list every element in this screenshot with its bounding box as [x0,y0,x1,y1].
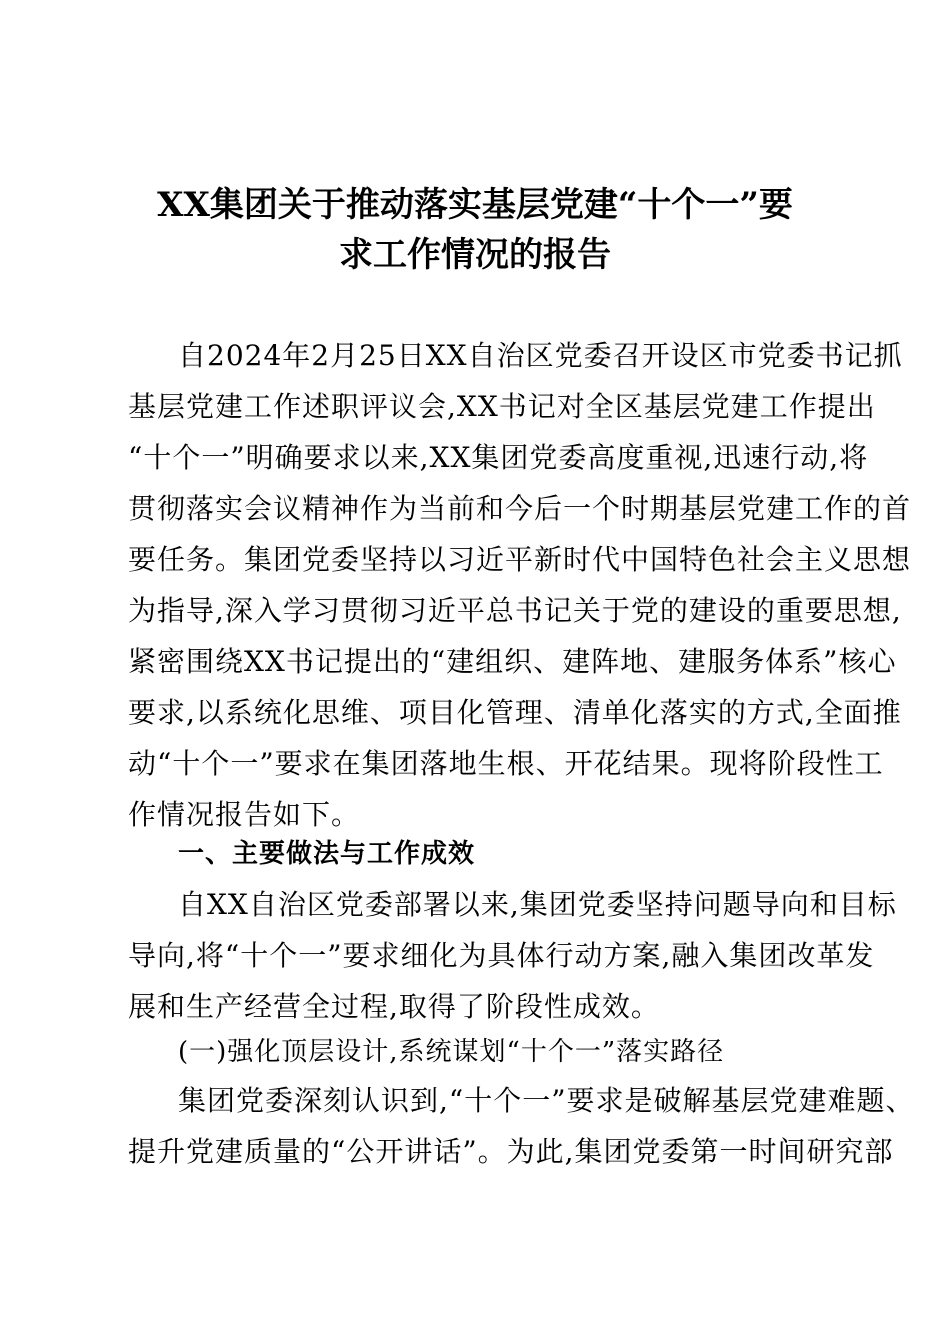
paragraph-1-line-7: 紧密围绕XX书记提出的“建组织、建阵地、建服务体系”核心 [128,645,897,678]
paragraph-1-line-1: 自2024年2月25日XX自治区党委召开设区市党委书记抓 [178,339,903,372]
subsection-1-heading: (一)强化顶层设计,系统谋划“十个一”落实路径 [178,1037,725,1067]
paragraph-2-line-1: 自XX自治区党委部署以来,集团党委坚持问题导向和目标 [178,888,897,921]
paragraph-1-line-4: 贯彻落实会议精神作为当前和今后一个时期基层党建工作的首 [128,492,912,525]
paragraph-1-line-8: 要求,以系统化思维、项目化管理、清单化落实的方式,全面推 [128,696,902,729]
paragraph-1-line-9: 动“十个一”要求在集团落地生根、开花结果。现将阶段性工 [128,747,884,780]
paragraph-1-line-2: 基层党建工作述职评议会,XX书记对全区基层党建工作提出 [128,390,876,423]
paragraph-1-line-6: 为指导,深入学习贯彻习近平总书记关于党的建设的重要思想, [128,594,902,627]
title-line-1: XX集团关于推动落实基层党建“十个一”要 [157,185,793,225]
title-line-2: 求工作情况的报告 [339,235,611,275]
section-1-heading: 一、主要做法与工作成效 [178,839,476,869]
paragraph-1-line-10: 作情况报告如下。 [128,798,361,831]
paragraph-3-line-2: 提升党建质量的“公开讲话”。为此,集团党委第一时间研究部 [128,1135,894,1168]
paragraph-1-line-5: 要任务。集团党委坚持以习近平新时代中国特色社会主义思想 [128,543,912,576]
paragraph-1-line-3: “十个一”明确要求以来,XX集团党委高度重视,迅速行动,将 [128,441,869,474]
paragraph-3-line-1: 集团党委深刻认识到,“十个一”要求是破解基层党建难题、 [178,1084,915,1117]
paragraph-2-line-3: 展和生产经营全过程,取得了阶段性成效。 [128,990,660,1023]
document-title [120,180,830,280]
paragraph-2-line-2: 导向,将“十个一”要求细化为具体行动方案,融入集团改革发 [128,939,875,972]
